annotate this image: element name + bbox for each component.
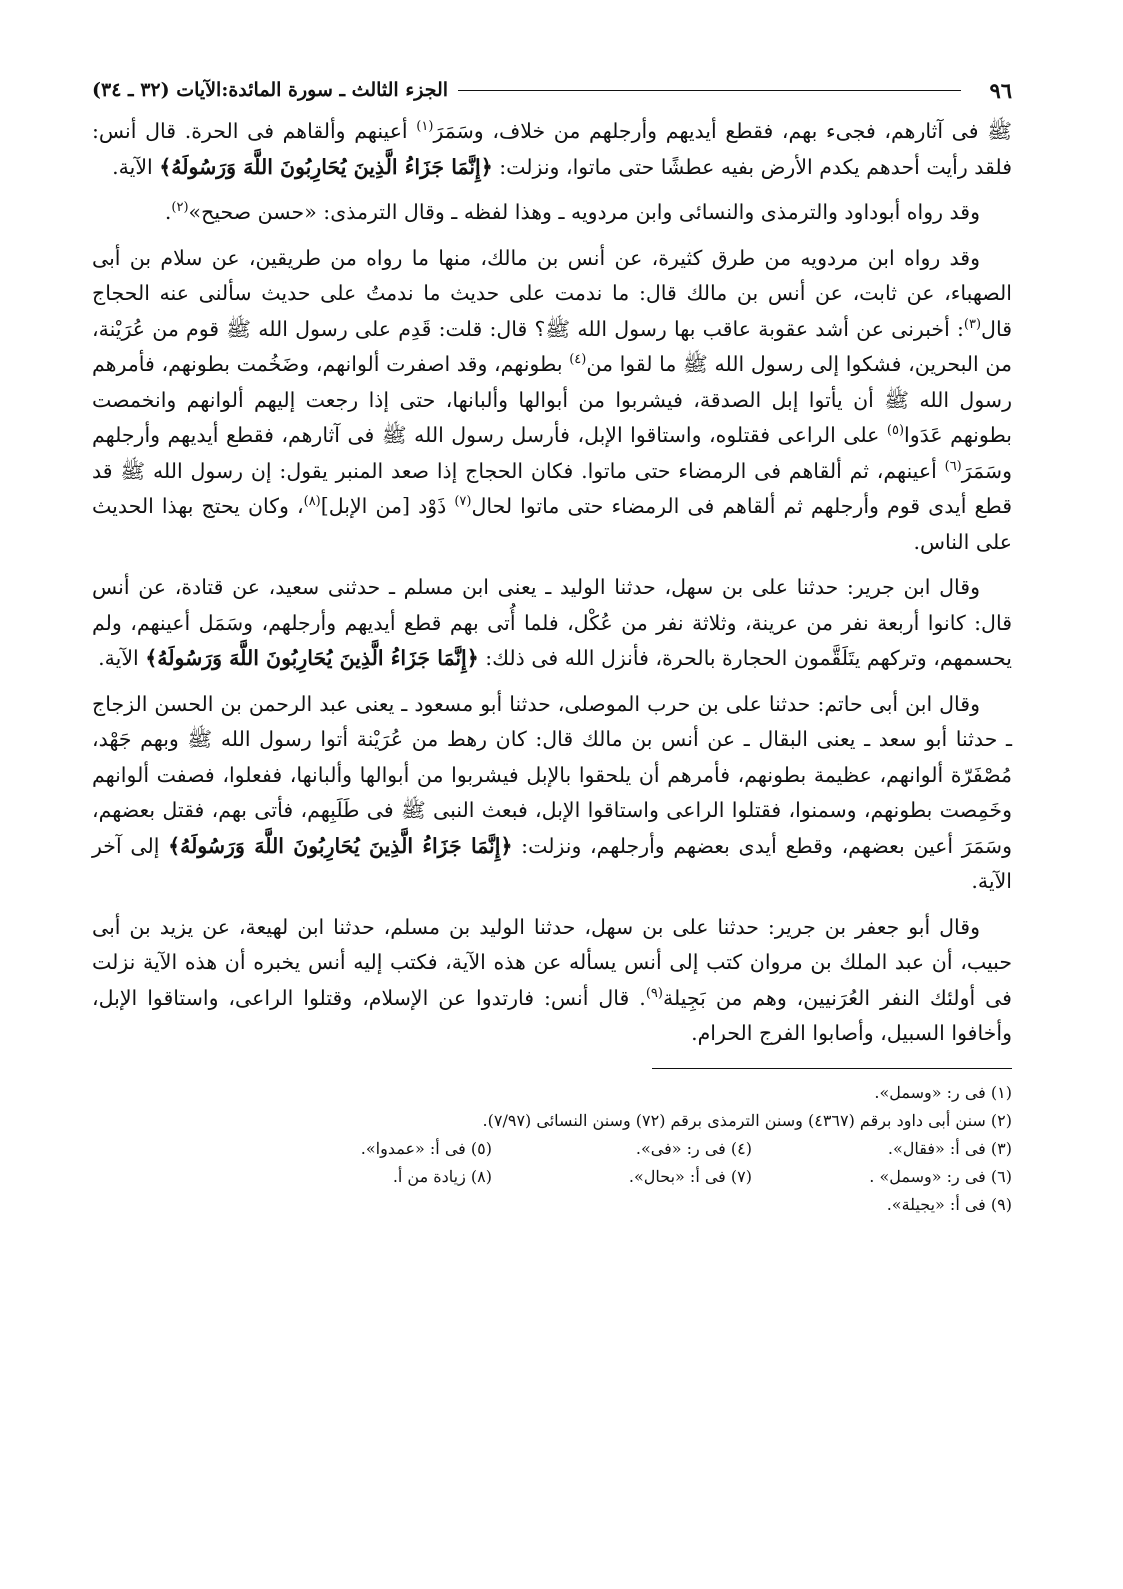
- paragraph-text: بطونهم، وقد اصفرت ألوانهم، وضَخُمت بطونهم، فأمرهم رسول الله ﷺ أن يأتوا إبل الصدقة، فيشربوا من أبوالها وألبانها، حتى إذا رجعت إليهم ألوانهم وانخمصت بطونهم عَدَوا: [92, 352, 1012, 447]
- footnote-ref: (٨): [303, 494, 321, 510]
- paragraph-text: : أخبرنى عن أشد عقوبة عاقب بها رسول الله ﷺ؟ قال: قلت: قَدِم على رسول الله ﷺ قوم من عُرَيْنة، من البحرين، فشكوا إلى رسول الله ﷺ ما لقوا من: [92, 316, 1012, 376]
- quran-verse: ﴿إِنَّمَا جَزَاءُ الَّذِينَ يُحَارِبُونَ اللَّهَ وَرَسُولَهُ﴾: [168, 833, 513, 858]
- footnote-ref: (٤): [569, 352, 587, 368]
- paragraph-text: وقد رواه أبوداود والترمذى والنسائى وابن مردويه ـ وهذا لفظه ـ وقال الترمذى: «حسن صحيح»: [188, 200, 980, 224]
- running-title: الجزء الثالث ـ سورة المائدة:الآيات (٣٢ ـ ٣٤): [92, 79, 449, 101]
- footnote-ref: (١): [416, 119, 434, 135]
- paragraph-text: ﷺ فى آثارهم، فجىء بهم، فقطع أيديهم وأرجلهم من خلاف، وسَمَرَ: [433, 119, 1012, 143]
- footnote-1: (١) فى ر: «وسمل».: [874, 1082, 1012, 1102]
- footnote-separator: [652, 1068, 1012, 1069]
- paragraph-text: . قال أنس: فارتدوا عن الإسلام، وقتلوا الراعى، واستاقوا الإبل، وأخافوا السبيل، وأصابوا الفرج الحرام.: [92, 985, 1012, 1045]
- footnote-5: (٥) فى أ: «عمدوا».: [360, 1138, 492, 1158]
- page-header: [92, 72, 1012, 108]
- footnote-9: (٩) فى أ: «يجيلة».: [886, 1194, 1012, 1214]
- page-number: ٩٦: [989, 77, 1012, 103]
- footnote-8: (٨) زيادة من أ.: [392, 1166, 492, 1186]
- footnote-ref: (٧): [454, 494, 472, 510]
- paragraph-text: وقال ابن أبى حاتم: حدثنا على بن حرب الموصلى، حدثنا أبو مسعود ـ يعنى عبد الرحمن بن الحسن الزجاج ـ حدثنا أبو سعد ـ يعنى البقال ـ عن أنس بن مالك قال: كان رهط من عُرَيْنة أتوا رسول الله ﷺ وبهم جَهْد، مُصْفَرّة ألوانهم، عظيمة بطونهم، فأمرهم أن يلحقوا بالإبل فيشربوا من أبوالها وألبانها، ففعلوا، فصفت ألوانهم وخَمِصت بطونهم، وسمنوا، فقتلوا الراعى واستاقوا الإبل، فبعث النبى ﷺ فى طَلَبِهم، فأتى بهم، فقتل بعضهم، وسَمَرَ أعين بعضهم، وقطع أيدى بعضهم وأرجلهم، ونزلت:: [92, 691, 1012, 858]
- footnotes: [92, 1079, 1012, 1219]
- paragraph-text: وقال أبو جعفر بن جرير: حدثنا على بن سهل، حدثنا الوليد بن مسلم، حدثنا ابن لهيعة، عن يزيد بن أبى حبيب، أن عبد الملك بن مروان كتب إلى أنس يسأله عن هذه الآية، فكتب إليه أنس يخبره أن هذه الآية نزلت فى أولئك النفر العُرَنيين، وهم من بَجِيلة: [92, 914, 1012, 1010]
- paragraph-text: الآية.: [112, 154, 160, 179]
- footnote-3: (٣) فى أ: «فقال».: [887, 1138, 1012, 1158]
- footnote-row: [92, 1135, 1012, 1163]
- paragraph-text: على الراعى فقتلوه، واستاقوا الإبل، فأرسل رسول الله ﷺ فى آثارهم، فقطع أيديهم وأرجلهم وسَمَرَ: [92, 423, 1012, 483]
- paragraph-text: أعينهم وألقاهم فى الحرة. قال أنس: فلقد رأيت أحدهم يكدم الأرض بفيه عطشًا حتى ماتوا، ونزلت:: [92, 119, 1012, 179]
- paragraph: [92, 241, 1012, 561]
- paragraph-text: أعينهم، ثم ألقاهم فى الرمضاء حتى ماتوا. فكان الحجاج إذا صعد المنبر يقول: إن رسول الله ﷺ قد قطع أيدى قوم وأرجلهم ثم ألقاهم فى الرمضاء حتى ماتوا لحال: [92, 458, 1012, 518]
- paragraph: [92, 570, 1012, 677]
- paragraph-text: ، وكان يحتج بهذا الحديث على الناس.: [92, 494, 1012, 554]
- footnote-2: (٢) سنن أبى داود برقم (٤٣٦٧) وسنن الترمذى برقم (٧٢) وسنن النسائى (٧/٩٧).: [482, 1110, 1012, 1130]
- paragraph-text: .: [164, 200, 172, 224]
- paragraph: [92, 114, 1012, 185]
- body-text: [92, 114, 1012, 1052]
- footnote-ref: (٣): [963, 316, 982, 332]
- footnote-7: (٧) فى أ: «بحال».: [628, 1166, 752, 1186]
- paragraph-text: إلى آخر الآية.: [92, 833, 1012, 893]
- header-rule: [458, 90, 961, 91]
- paragraph-text: الآية.: [98, 646, 146, 670]
- footnote-row: [92, 1163, 1012, 1191]
- paragraph-text: وقد رواه ابن مردويه من طرق كثيرة، عن أنس بن مالك، منها ما رواه من طريقين، عن سلام بن أبى الصهباء، عن ثابت، عن أنس بن مالك قال: ما ندمت على حديث ما ندمتُ على حديث سألنى عنه الحجاج قال: [92, 245, 1012, 341]
- footnote-4: (٤) فى ر: «فى».: [635, 1138, 752, 1158]
- quran-verse: ﴿إِنَّمَا جَزَاءُ الَّذِينَ يُحَارِبُونَ اللَّهَ وَرَسُولَهُ﴾: [159, 154, 493, 179]
- paragraph: [92, 195, 1012, 231]
- footnote-ref: (٥): [886, 423, 905, 439]
- footnote-ref: (٦): [944, 458, 962, 474]
- footnote-6: (٦) فى ر: «وسمل» .: [869, 1166, 1012, 1186]
- footnote-ref: (٩): [645, 985, 663, 1001]
- paragraph-text: ذَوْد [من الإبل]: [320, 494, 455, 518]
- book-page: [92, 72, 1012, 1472]
- paragraph-text: وقال ابن جرير: حدثنا على بن سهل، حدثنا الوليد ـ يعنى ابن مسلم ـ حدثنى سعيد، عن قتادة، عن أنس قال: كانوا أربعة نفر من عرينة، وثلاثة نفر من عُكْل، فلما أُتى بهم قطع أيديهم وأرجلهم، وسَمَل أعينهم، ولم يحسمهم، وتركهم يتَلَقَّمون الحجارة بالحرة، فأنزل الله فى ذلك:: [92, 575, 1012, 670]
- paragraph: [92, 687, 1012, 900]
- quran-verse: ﴿إِنَّمَا جَزَاءُ الَّذِينَ يُحَارِبُونَ اللَّهَ وَرَسُولَهُ﴾: [145, 646, 479, 670]
- paragraph: [92, 910, 1012, 1052]
- footnote-ref: (٢): [171, 200, 189, 216]
